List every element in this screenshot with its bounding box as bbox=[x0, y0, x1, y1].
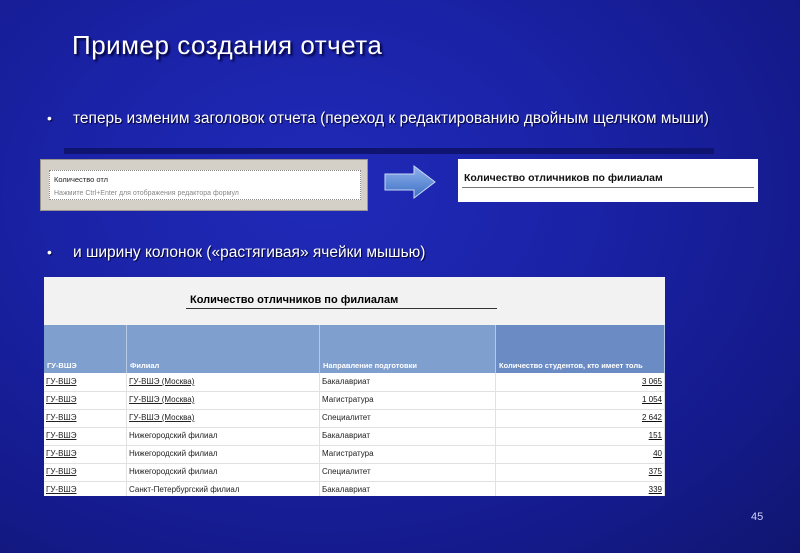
bullet-column-width bbox=[47, 244, 763, 262]
report-title-preview-text: Количество отличников по филиалам bbox=[464, 172, 663, 184]
table-row bbox=[44, 481, 665, 496]
report-header bbox=[44, 277, 665, 325]
table-cell[interactable]: ГУ-ВШЭ bbox=[44, 445, 127, 463]
table-cell: Бакалавриат bbox=[320, 373, 496, 391]
bullet-text: и ширину колонок («растягивая» ячейки мышью) bbox=[73, 244, 426, 261]
editor-hint: Нажмите Ctrl+Enter для отображения редактора формул bbox=[54, 190, 239, 197]
table-cell: Нижегородский филиал bbox=[127, 463, 320, 481]
table-cell[interactable]: 2 642 bbox=[496, 409, 665, 427]
table-row bbox=[44, 409, 665, 428]
right-arrow-icon bbox=[384, 165, 436, 199]
table-cell: Санкт-Петербургский филиал bbox=[127, 481, 320, 496]
column-header-student-count[interactable]: Количество студентов, кто имеет толь bbox=[496, 325, 665, 373]
table-cell: Специалитет bbox=[320, 463, 496, 481]
table-cell[interactable]: ГУ-ВШЭ (Москва) bbox=[127, 409, 320, 427]
bullet-text: теперь изменим заголовок отчета (переход к редактированию двойным щелчком мыши) bbox=[73, 110, 709, 127]
title-underline bbox=[462, 187, 754, 188]
page-number: 45 bbox=[751, 511, 764, 523]
table-cell[interactable]: ГУ-ВШЭ (Москва) bbox=[127, 391, 320, 409]
bullet-icon: • bbox=[47, 244, 52, 260]
table-cell: Бакалавриат bbox=[320, 481, 496, 496]
table-cell[interactable]: ГУ-ВШЭ bbox=[44, 427, 127, 445]
table-cell: Специалитет bbox=[320, 409, 496, 427]
table-cell[interactable]: 339 bbox=[496, 481, 665, 496]
table-row bbox=[44, 463, 665, 482]
table-cell: Магистратура bbox=[320, 445, 496, 463]
table-cell[interactable]: ГУ-ВШЭ (Москва) bbox=[127, 373, 320, 391]
column-header-branch[interactable]: Филиал bbox=[127, 325, 320, 373]
table-cell[interactable]: 40 bbox=[496, 445, 665, 463]
title-edit-field[interactable] bbox=[49, 170, 361, 200]
table-cell[interactable]: ГУ-ВШЭ bbox=[44, 463, 127, 481]
column-header-gu-hse[interactable]: ГУ-ВШЭ bbox=[44, 325, 127, 373]
table-cell: Магистратура bbox=[320, 391, 496, 409]
table-row bbox=[44, 391, 665, 410]
report-table bbox=[44, 277, 665, 496]
table-cell: Нижегородский филиал bbox=[127, 427, 320, 445]
divider-bar bbox=[64, 148, 714, 154]
report-title-preview bbox=[458, 159, 758, 202]
report-title[interactable]: Количество отличников по филиалам bbox=[190, 294, 399, 306]
column-header-direction[interactable]: Направление подготовки bbox=[320, 325, 496, 373]
formula-editor[interactable] bbox=[40, 159, 368, 211]
table-cell[interactable]: 375 bbox=[496, 463, 665, 481]
table-cell[interactable]: ГУ-ВШЭ bbox=[44, 391, 127, 409]
table-cell[interactable]: ГУ-ВШЭ bbox=[44, 373, 127, 391]
bullet-icon: • bbox=[47, 110, 52, 126]
bullet-edit-title bbox=[47, 110, 763, 128]
table-cell[interactable]: ГУ-ВШЭ bbox=[44, 409, 127, 427]
table-row bbox=[44, 373, 665, 392]
slide-title: Пример создания отчета bbox=[72, 30, 383, 60]
table-cell: Нижегородский филиал bbox=[127, 445, 320, 463]
table-cell[interactable]: ГУ-ВШЭ bbox=[44, 481, 127, 496]
report-title-underline bbox=[186, 308, 497, 309]
table-cell: Бакалавриат bbox=[320, 427, 496, 445]
table-row bbox=[44, 427, 665, 446]
table-row bbox=[44, 445, 665, 464]
table-cell[interactable]: 1 054 bbox=[496, 391, 665, 409]
table-cell[interactable]: 3 065 bbox=[496, 373, 665, 391]
table-cell[interactable]: 151 bbox=[496, 427, 665, 445]
title-edit-value: Количество отл bbox=[54, 175, 109, 184]
